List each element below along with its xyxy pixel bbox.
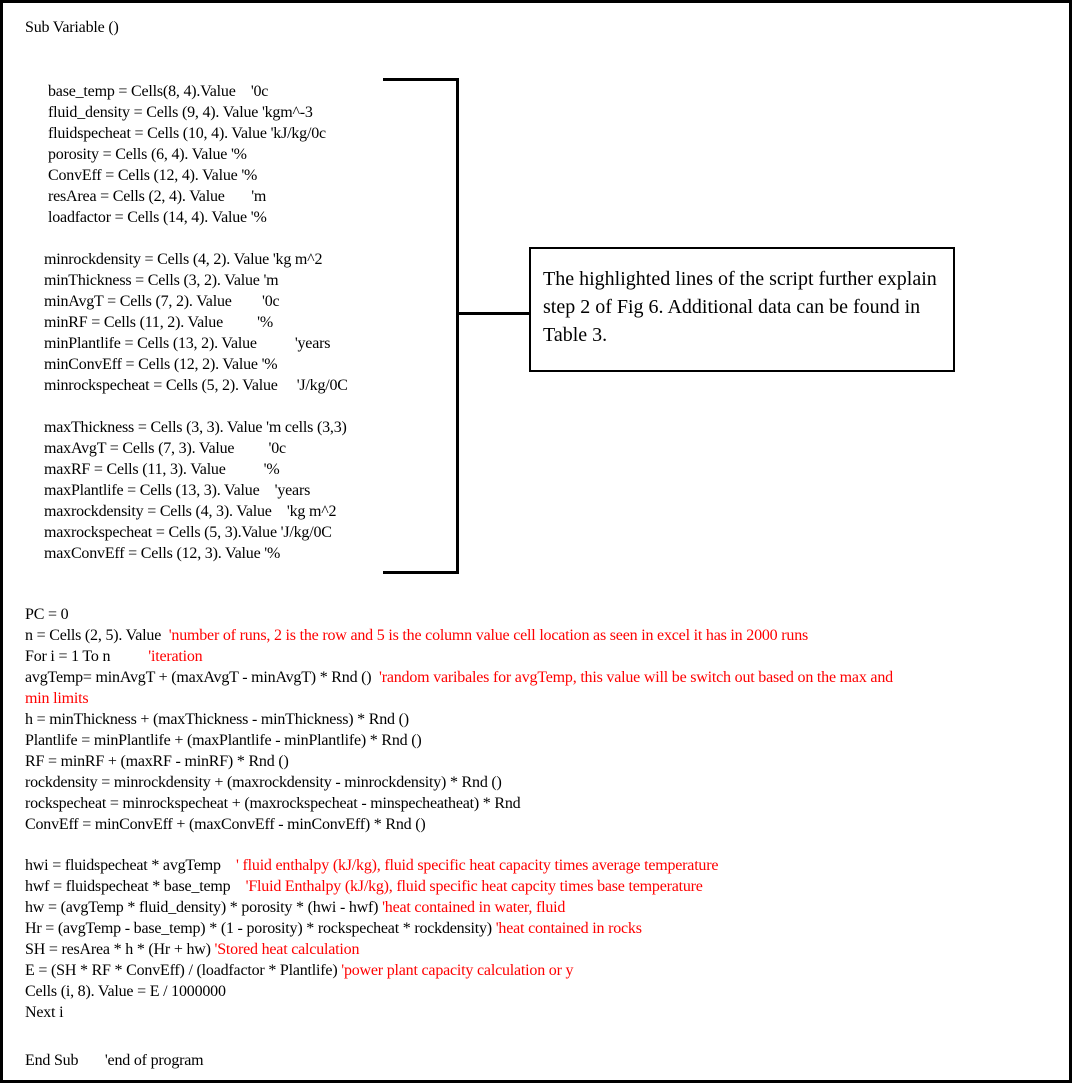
end-sub-line: End Sub 'end of program: [25, 1052, 204, 1069]
code-line: rockdensity = minrockdensity + (maxrockdensity - minrockdensity) * Rnd (): [25, 774, 502, 791]
code-line: min limits: [25, 690, 89, 707]
code-line: minConvEff = Cells (12, 2). Value '%: [44, 356, 278, 373]
bracket-pointer: [459, 312, 529, 315]
code-line: n = Cells (2, 5). Value 'number of runs, 2 is the row and 5 is the column value cell location as seen in excel it has in 2000 runs: [25, 627, 809, 644]
code-line: maxConvEff = Cells (12, 3). Value '%: [44, 545, 281, 562]
code-line: Next i: [25, 1004, 64, 1021]
code-line: E = (SH * RF * ConvEff) / (loadfactor * Plantlife) 'power plant capacity calculation or y: [25, 962, 574, 979]
code-line: avgTemp= minAvgT + (maxAvgT - minAvgT) * Rnd () 'random varibales for avgTemp, this value will be switch out based on the max and: [25, 669, 893, 686]
code-line: SH = resArea * h * (Hr + hw) 'Stored heat calculation: [25, 941, 360, 958]
code-line: maxThickness = Cells (3, 3). Value 'm cells (3,3): [44, 419, 347, 436]
code-line: maxAvgT = Cells (7, 3). Value '0c: [44, 440, 286, 457]
code-line: minPlantlife = Cells (13, 2). Value 'years: [44, 335, 331, 352]
code-line: porosity = Cells (6, 4). Value '%: [48, 146, 247, 163]
code-line: minAvgT = Cells (7, 2). Value '0c: [44, 293, 280, 310]
code-line: rockspecheat = minrockspecheat + (maxrockspecheat - minspecheatheat) * Rnd: [25, 795, 521, 812]
code-line: minRF = Cells (11, 2). Value '%: [44, 314, 273, 331]
code-line: minrockdensity = Cells (4, 2). Value 'kg m^2: [44, 251, 323, 268]
code-line: ConvEff = minConvEff + (maxConvEff - minConvEff) * Rnd (): [25, 816, 426, 833]
code-line: Plantlife = minPlantlife + (maxPlantlife - minPlantlife) * Rnd (): [25, 732, 422, 749]
code-line: h = minThickness + (maxThickness - minThickness) * Rnd (): [25, 711, 409, 728]
code-line: hwi = fluidspecheat * avgTemp ' fluid enthalpy (kJ/kg), fluid specific heat capacity times average temperature: [25, 857, 719, 874]
code-line: PC = 0: [25, 606, 69, 623]
sub-header: Sub Variable (): [25, 19, 119, 36]
code-line: minrockspecheat = Cells (5, 2). Value 'J/kg/0C: [44, 377, 348, 394]
code-line: Cells (i, 8). Value = E / 1000000: [25, 983, 226, 1000]
code-line: fluidspecheat = Cells (10, 4). Value 'kJ/kg/0c: [48, 125, 326, 142]
code-line: fluid_density = Cells (9, 4). Value 'kgm^-3: [48, 104, 313, 121]
code-line: Hr = (avgTemp - base_temp) * (1 - porosity) * rockspecheat * rockdensity) 'heat contained in rocks: [25, 920, 642, 937]
code-line: maxrockspecheat = Cells (5, 3).Value 'J/kg/0C: [44, 524, 332, 541]
code-line: For i = 1 To n 'iteration: [25, 648, 203, 665]
code-line: resArea = Cells (2, 4). Value 'm: [48, 188, 267, 205]
code-line: ConvEff = Cells (12, 4). Value '%: [48, 167, 258, 184]
code-line: maxRF = Cells (11, 3). Value '%: [44, 461, 280, 478]
code-line: base_temp = Cells(8, 4).Value '0c: [48, 83, 269, 100]
code-line: maxPlantlife = Cells (13, 3). Value 'years: [44, 482, 311, 499]
code-line: hw = (avgTemp * fluid_density) * porosity * (hwi - hwf) 'heat contained in water, fluid: [25, 899, 566, 916]
code-line: loadfactor = Cells (14, 4). Value '%: [48, 209, 267, 226]
code-line: RF = minRF + (maxRF - minRF) * Rnd (): [25, 753, 289, 770]
callout-box: The highlighted lines of the script further explain step 2 of Fig 6. Additional data can be found in Table 3.: [529, 247, 955, 372]
code-line: minThickness = Cells (3, 2). Value 'm: [44, 272, 279, 289]
code-line: maxrockdensity = Cells (4, 3). Value 'kg m^2: [44, 503, 337, 520]
variables-bracket: [383, 78, 459, 574]
code-line: hwf = fluidspecheat * base_temp 'Fluid Enthalpy (kJ/kg), fluid specific heat capcity times base temperature: [25, 878, 703, 895]
